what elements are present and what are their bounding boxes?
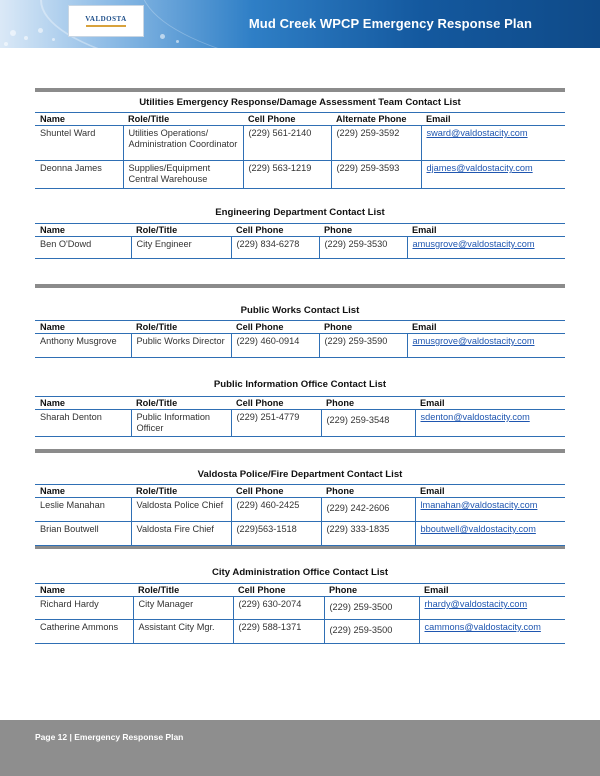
column-header: Cell Phone	[231, 224, 319, 237]
table-row	[35, 161, 565, 189]
column-header: Name	[35, 485, 131, 498]
column-header: Cell Phone	[233, 584, 324, 597]
column-header: Email	[415, 397, 565, 410]
column-header: Name	[35, 224, 131, 237]
contact-role: Assistant City Mgr.	[133, 620, 233, 644]
contacts-table	[35, 321, 565, 358]
contact-role: Utilities Operations/ Administration Coordinator	[123, 126, 243, 161]
table-header-row	[35, 321, 565, 334]
utilities-contact-section	[35, 88, 565, 189]
table-header-row	[35, 485, 565, 498]
contact-phone: (229) 242-2606	[321, 498, 415, 522]
contact-phone: (229) 259-3500	[324, 597, 419, 620]
column-header: Role/Title	[133, 584, 233, 597]
contact-name: Richard Hardy	[35, 597, 133, 620]
column-header: Role/Title	[123, 113, 243, 126]
contact-cell-phone: (229) 563-1219	[243, 161, 331, 189]
table-row	[35, 498, 565, 522]
contact-role: City Engineer	[131, 237, 231, 259]
column-header: Email	[421, 113, 565, 126]
page-footer	[0, 720, 600, 776]
section-divider	[35, 546, 565, 549]
contact-email-link[interactable]: djames@valdostacity.com	[421, 161, 565, 189]
logo-text: VALDOSTA	[85, 15, 127, 23]
contacts-table	[35, 584, 565, 644]
contact-email-link[interactable]: lmanahan@valdostacity.com	[415, 498, 565, 522]
section-title: Utilities Emergency Response/Damage Assessment Team Contact List	[139, 97, 461, 108]
contact-role: Supplies/Equipment Central Warehouse	[123, 161, 243, 189]
table-header-row	[35, 224, 565, 237]
contact-phone: (229) 333-1835	[321, 522, 415, 546]
engineering-contact-section	[35, 204, 565, 259]
public-works-contact-section	[35, 284, 565, 358]
contact-email-link[interactable]: cammons@valdostacity.com	[419, 620, 565, 644]
column-header: Cell Phone	[231, 321, 319, 334]
column-header: Cell Phone	[243, 113, 331, 126]
section-title: Public Information Office Contact List	[213, 379, 387, 390]
contact-role: Public Works Director	[131, 334, 231, 358]
contact-role: Valdosta Police Chief	[131, 498, 231, 522]
contact-cell-phone: (229) 561-2140	[243, 126, 331, 161]
column-header: Name	[35, 397, 131, 410]
section-title: City Administration Office Contact List	[211, 567, 389, 578]
contact-alt-phone: (229) 259-3592	[331, 126, 421, 161]
contact-phone: (229) 259-3500	[324, 620, 419, 644]
column-header: Role/Title	[131, 321, 231, 334]
column-header: Name	[35, 321, 131, 334]
contact-cell-phone: (229)563-1518	[231, 522, 321, 546]
contacts-table	[35, 485, 565, 546]
contact-phone: (229) 259-3590	[319, 334, 407, 358]
contacts-table	[35, 224, 565, 259]
column-header: Cell Phone	[231, 485, 321, 498]
page-header	[0, 0, 600, 48]
column-header: Phone	[321, 397, 415, 410]
table-row	[35, 334, 565, 358]
contact-name: Shuntel Ward	[35, 126, 123, 161]
contact-cell-phone: (229) 630-2074	[233, 597, 324, 620]
column-header: Cell Phone	[231, 397, 321, 410]
table-header-row	[35, 113, 565, 126]
page-number-label: Page 12 | Emergency Response Plan	[35, 732, 184, 742]
contact-phone: (229) 259-3530	[319, 237, 407, 259]
contact-cell-phone: (229) 251-4779	[231, 410, 321, 437]
contact-email-link[interactable]: bboutwell@valdostacity.com	[415, 522, 565, 546]
contacts-table	[35, 397, 565, 437]
column-header: Role/Title	[131, 224, 231, 237]
contact-email-link[interactable]: amusgrove@valdostacity.com	[407, 237, 565, 259]
document-title: Mud Creek WPCP Emergency Response Plan	[248, 16, 532, 31]
table-row	[35, 237, 565, 259]
table-header-row	[35, 397, 565, 410]
contact-email-link[interactable]: sward@valdostacity.com	[421, 126, 565, 161]
section-title: Valdosta Police/Fire Department Contact List	[197, 469, 403, 480]
column-header: Email	[419, 584, 565, 597]
contact-role: City Manager	[133, 597, 233, 620]
contact-cell-phone: (229) 588-1371	[233, 620, 324, 644]
contact-name: Deonna James	[35, 161, 123, 189]
valdosta-logo	[68, 5, 144, 37]
section-title: Public Works Contact List	[240, 305, 360, 316]
column-header: Email	[407, 321, 565, 334]
table-row	[35, 597, 565, 620]
column-header: Email	[415, 485, 565, 498]
contact-name: Catherine Ammons	[35, 620, 133, 644]
column-header: Phone	[319, 321, 407, 334]
contacts-table	[35, 113, 565, 189]
contact-alt-phone: (229) 259-3593	[331, 161, 421, 189]
column-header: Alternate Phone	[331, 113, 421, 126]
public-information-contact-section	[35, 376, 565, 437]
contact-name: Brian Boutwell	[35, 522, 131, 546]
contact-phone: (229) 259-3548	[321, 410, 415, 437]
column-header: Phone	[324, 584, 419, 597]
city-administration-contact-section	[35, 564, 565, 644]
column-header: Name	[35, 584, 133, 597]
contact-name: Sharah Denton	[35, 410, 131, 437]
column-header: Role/Title	[131, 397, 231, 410]
column-header: Name	[35, 113, 123, 126]
contact-name: Ben O'Dowd	[35, 237, 131, 259]
column-header: Phone	[321, 485, 415, 498]
column-header: Phone	[319, 224, 407, 237]
table-row	[35, 410, 565, 437]
contact-email-link[interactable]: amusgrove@valdostacity.com	[407, 334, 565, 358]
contact-cell-phone: (229) 460-2425	[231, 498, 321, 522]
table-row	[35, 522, 565, 546]
contact-email-link[interactable]: rhardy@valdostacity.com	[419, 597, 565, 620]
table-row	[35, 126, 565, 161]
table-row	[35, 620, 565, 644]
column-header: Role/Title	[131, 485, 231, 498]
contact-role: Valdosta Fire Chief	[131, 522, 231, 546]
logo-accent-bar	[86, 25, 126, 27]
contact-role: Public Information Officer	[131, 410, 231, 437]
section-title: Engineering Department Contact List	[215, 207, 385, 218]
contact-email-link[interactable]: sdenton@valdostacity.com	[415, 410, 565, 437]
police-fire-contact-section	[35, 449, 565, 549]
contact-cell-phone: (229) 834-6278	[231, 237, 319, 259]
table-header-row	[35, 584, 565, 597]
contact-name: Anthony Musgrove	[35, 334, 131, 358]
contact-name: Leslie Manahan	[35, 498, 131, 522]
column-header: Email	[407, 224, 565, 237]
contact-cell-phone: (229) 460-0914	[231, 334, 319, 358]
